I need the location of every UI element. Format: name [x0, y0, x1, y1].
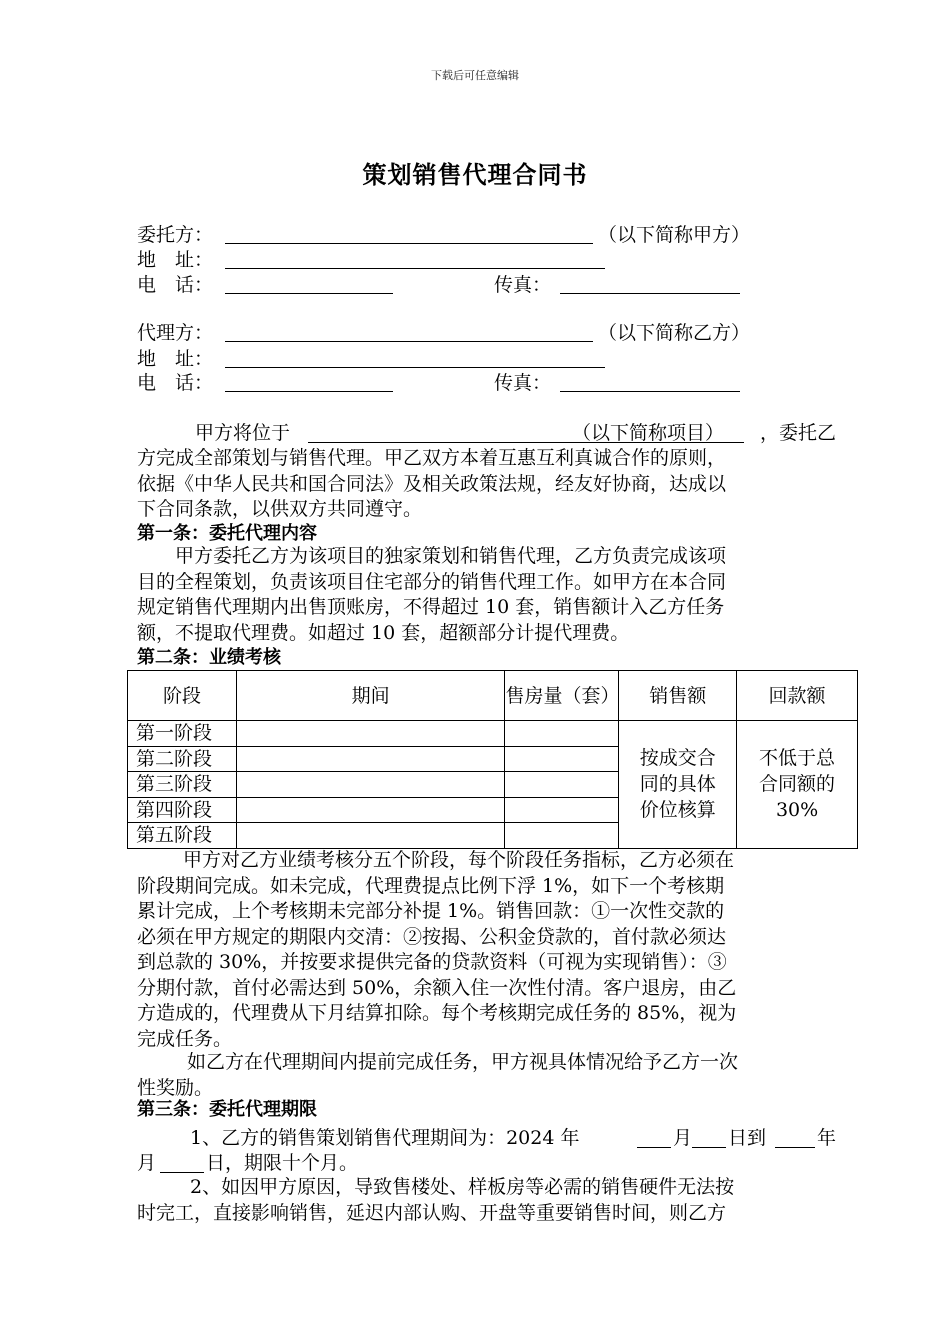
intro-underlined: （以下简称项目） — [572, 422, 725, 444]
article-3-month-label: 月 — [673, 1127, 693, 1149]
period-cell[interactable] — [236, 746, 505, 772]
sales-note-cell — [619, 721, 737, 849]
payment-note-line: 不低于总 — [759, 747, 836, 770]
article-1-line: 规定销售代理期内出售顶账房，不得超过 10 套，销售额计入乙方任务 — [137, 596, 725, 618]
units-cell[interactable] — [505, 823, 619, 849]
table-row — [128, 721, 858, 747]
header-note: 下载后可任意编辑 — [431, 69, 519, 82]
article-3-heading: 第三条：委托代理期限 — [137, 1099, 317, 1120]
article-3-line: 时完工，直接影响销售，延迟内部认购、开盘等重要销售时间，则乙方 — [137, 1201, 727, 1224]
stage-cell: 第四阶段 — [128, 797, 237, 823]
sales-note-line: 同的具体 — [639, 773, 716, 796]
article-1-heading: 第一条：委托代理内容 — [137, 523, 317, 544]
party-a-name-label: 委托方： — [137, 224, 214, 246]
intro-suffix: ，委托乙 — [760, 422, 837, 444]
party-a-address-field[interactable] — [225, 268, 605, 269]
article-2-line: 方造成的，代理费从下月结算扣除。每个考核期完成任务的 85%，视为 — [137, 1002, 737, 1024]
intro-prefix: 甲方将位于 — [195, 422, 291, 444]
units-cell[interactable] — [505, 746, 619, 772]
units-cell[interactable] — [505, 721, 619, 747]
party-a-phone-label: 电 话： — [137, 274, 214, 296]
article-1-line: 甲方委托乙方为该项目的独家策划和销售代理，乙方负责完成该项 — [175, 545, 727, 567]
party-a-suffix: （以下简称甲方） — [598, 224, 751, 246]
article-3-month-label-2: 月 — [137, 1152, 157, 1174]
payment-note-line: 合同额的 — [759, 773, 836, 796]
end-day-field[interactable] — [160, 1172, 204, 1173]
party-a-fax-label: 传真： — [494, 274, 552, 296]
document-title: 策划销售代理合同书 — [362, 161, 588, 189]
article-2-line: 完成任务。 — [137, 1027, 233, 1050]
payment-note-line: 30% — [775, 799, 819, 822]
party-b-phone-label: 电 话： — [137, 372, 214, 394]
article-2-line: 如乙方在代理期间内提前完成任务，甲方视具体情况给予乙方一次 — [187, 1051, 739, 1073]
intro-line: 方完成全部策划与销售代理。甲乙双方本着互惠互利真诚合作的原则， — [137, 447, 727, 469]
article-3-line: 2、如因甲方原因，导致售楼处、样板房等必需的销售硬件无法按 — [190, 1176, 735, 1198]
article-1-line: 目的全程策划，负责该项目住宅部分的销售代理工作。如甲方在本合同 — [137, 570, 727, 593]
stage-cell: 第二阶段 — [128, 746, 237, 772]
end-year-field[interactable] — [775, 1147, 815, 1148]
party-a-phone-field[interactable] — [225, 293, 393, 294]
header-units: 售房量（套） — [505, 671, 619, 721]
article-3-term-text: 日，期限十个月。 — [206, 1152, 359, 1174]
article-3-year-label: 年 — [817, 1127, 837, 1149]
article-2-heading: 第二条：业绩考核 — [137, 647, 281, 668]
header-payment: 回款额 — [737, 671, 858, 721]
article-1-body — [137, 544, 837, 646]
party-b-name-field[interactable] — [225, 341, 593, 342]
stage-cell: 第三阶段 — [128, 772, 237, 798]
article-2-line: 必须在甲方规定的期限内交清：②按揭、公积金贷款的，首付款必须达 — [137, 925, 727, 948]
article-2-line: 累计完成，上个考核期未完部分补提 1%。销售回款：①一次性交款的 — [137, 900, 725, 922]
performance-table — [127, 670, 858, 849]
intro-line: 依据《中华人民共和国合同法》及相关政策法规，经友好协商，达成以 — [137, 472, 727, 495]
party-a-name-field[interactable] — [225, 243, 593, 244]
end-month-field[interactable] — [637, 1147, 671, 1148]
party-b-address-label: 地 址： — [137, 348, 214, 370]
article-2-line: 甲方对乙方业绩考核分五个阶段，每个阶段任务指标，乙方必须在 — [183, 849, 735, 871]
period-cell[interactable] — [236, 797, 505, 823]
period-cell[interactable] — [236, 721, 505, 747]
units-cell[interactable] — [505, 797, 619, 823]
article-3-item-1-text: 1、乙方的销售策划销售代理期间为：2024 年 — [190, 1127, 580, 1149]
party-b-address-field[interactable] — [225, 367, 605, 368]
article-2-para-1 — [137, 848, 837, 1052]
party-a-fax-field[interactable] — [560, 293, 740, 294]
party-b-fax-field[interactable] — [560, 391, 740, 392]
article-2-line: 到总款的 30%，并按要求提供完备的贷款资料（可视为实现销售）：③ — [137, 951, 727, 973]
article-2-line: 阶段期间完成。如未完成，代理费提点比例下浮 1%，如下一个考核期 — [137, 874, 725, 897]
units-cell[interactable] — [505, 772, 619, 798]
party-b-suffix: （以下简称乙方） — [598, 322, 751, 344]
header-sales: 销售额 — [619, 671, 737, 721]
article-2-line: 分期付款，首付必需达到 50%，余额入住一次性付清。客户退房，由乙 — [137, 976, 737, 999]
header-period: 期间 — [236, 671, 505, 721]
article-2-para-2 — [137, 1050, 837, 1101]
stage-cell: 第一阶段 — [128, 721, 237, 747]
header-stage: 阶段 — [128, 671, 237, 721]
article-2-line: 性奖励。 — [137, 1076, 214, 1099]
party-b-name-label: 代理方： — [137, 322, 214, 344]
party-b-phone-field[interactable] — [225, 391, 393, 392]
period-cell[interactable] — [236, 772, 505, 798]
article-3-item-2 — [137, 1175, 837, 1226]
intro-paragraph — [137, 446, 837, 523]
party-a-address-label: 地 址： — [137, 249, 214, 271]
article-1-line: 额，不提取代理费。如超过 10 套，超额部分计提代理费。 — [137, 621, 630, 644]
party-b-fax-label: 传真： — [494, 372, 552, 394]
payment-note-cell — [737, 721, 858, 849]
start-day-field[interactable] — [692, 1147, 726, 1148]
table-header-row — [128, 671, 858, 721]
intro-line: 下合同条款，以供双方共同遵守。 — [137, 498, 423, 520]
article-3-day-to-label: 日到 — [728, 1127, 767, 1149]
sales-note-line: 按成交合 — [639, 747, 716, 770]
stage-cell: 第五阶段 — [128, 823, 237, 849]
period-cell[interactable] — [236, 823, 505, 849]
sales-note-line: 价位核算 — [639, 799, 716, 822]
